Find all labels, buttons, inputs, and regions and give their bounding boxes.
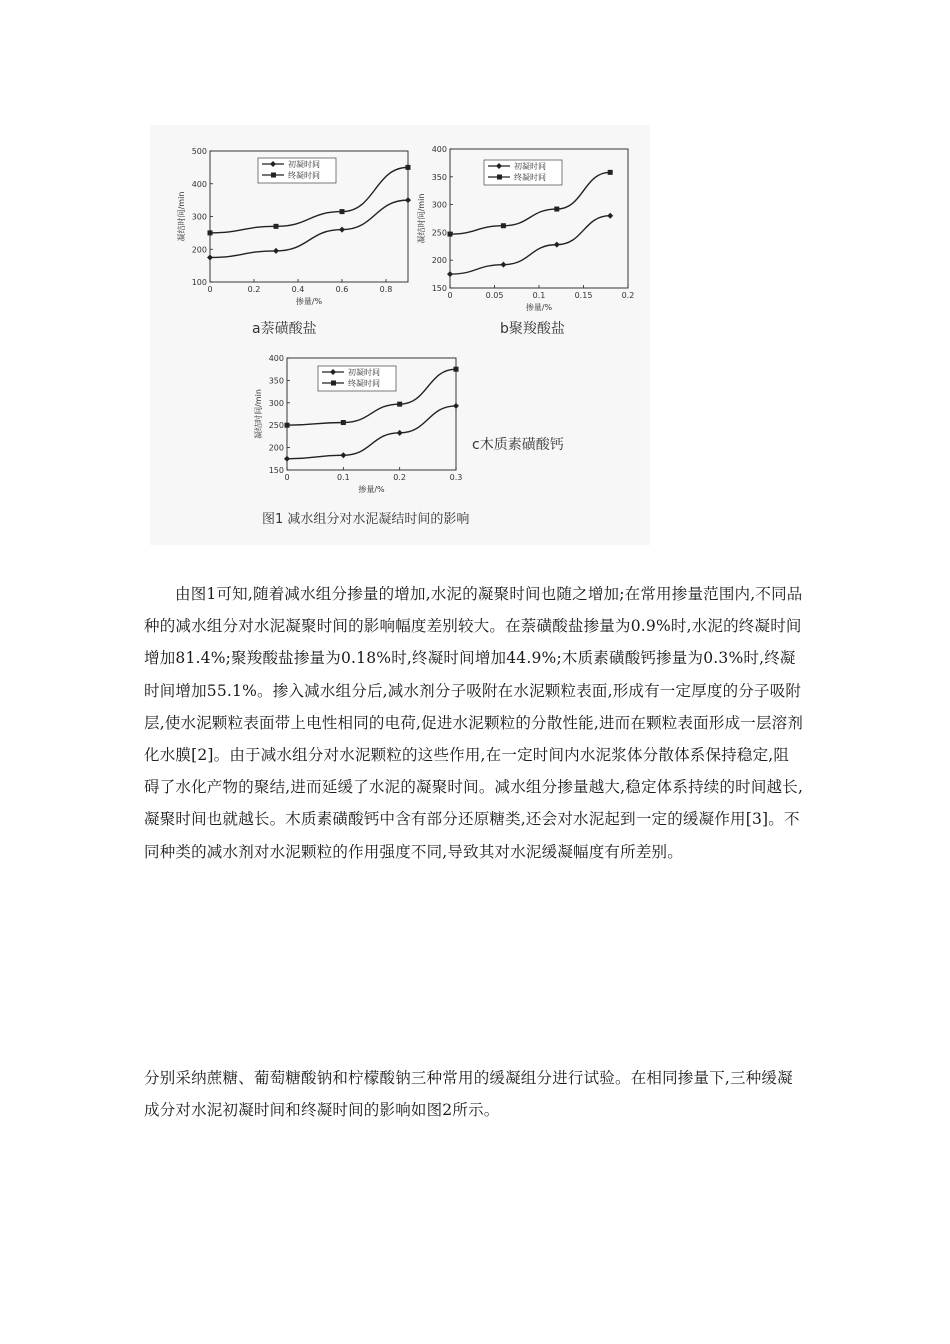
y-tick-label: 150: [268, 466, 284, 475]
series-line-initial: [450, 216, 610, 274]
y-tick-label: 200: [431, 256, 447, 266]
legend-marker: [497, 175, 502, 180]
y-tick-label: 350: [431, 172, 447, 182]
x-tick-label: 0: [207, 285, 213, 294]
x-tick-label: 0.1: [532, 291, 546, 300]
subfigure-label: c木质素磺酸钙: [472, 437, 564, 453]
y-tick-label: 300: [431, 200, 447, 210]
y-tick-label: 200: [191, 245, 207, 255]
y-axis-label: 凝结时间/min: [254, 389, 263, 439]
figure-1: [150, 125, 650, 545]
y-tick-label: 200: [268, 443, 284, 453]
x-tick-label: 0.2: [247, 285, 261, 294]
y-tick-label: 350: [268, 376, 284, 386]
data-point: [501, 223, 506, 228]
x-tick-label: 0: [447, 291, 453, 300]
data-point: [341, 420, 346, 425]
figure-caption: 图1 减水组分对水泥凝结时间的影响: [262, 512, 470, 527]
y-tick-label: 400: [268, 354, 284, 363]
x-axis-label: 掺量/%: [525, 303, 553, 312]
data-point: [453, 403, 459, 409]
y-tick-label: 500: [191, 147, 207, 156]
subfigure-label: b聚羧酸盐: [500, 321, 565, 337]
data-point: [554, 242, 560, 248]
legend-label: 初凝时间: [288, 160, 320, 169]
y-tick-label: 150: [431, 284, 447, 293]
data-point: [339, 227, 345, 233]
data-point: [273, 248, 279, 254]
x-tick-label: 0.8: [379, 285, 393, 294]
data-point: [608, 170, 613, 175]
data-point: [208, 230, 213, 235]
legend-label: 终凝时间: [348, 379, 380, 388]
x-axis-label: 掺量/%: [295, 297, 323, 306]
legend-marker: [331, 381, 336, 386]
data-point: [284, 456, 290, 462]
legend-label: 终凝时间: [288, 171, 320, 180]
y-tick-label: 300: [268, 398, 284, 408]
y-tick-label: 100: [191, 278, 207, 287]
data-point: [500, 262, 506, 268]
data-point: [447, 271, 453, 277]
data-point: [406, 165, 411, 170]
legend-label: 初凝时间: [348, 368, 380, 377]
data-point: [554, 207, 559, 212]
x-tick-label: 0.05: [485, 291, 504, 300]
data-point: [285, 423, 290, 428]
data-point: [448, 232, 453, 237]
data-point: [607, 213, 613, 219]
data-point: [397, 402, 402, 407]
y-axis-label: 凝结时间/min: [417, 193, 426, 244]
x-tick-label: 0.2: [393, 473, 407, 482]
figure-1-svg: [150, 125, 650, 545]
y-tick-label: 400: [191, 179, 207, 189]
data-point: [207, 254, 213, 260]
data-point: [454, 367, 459, 372]
y-axis-label: 凝结时间/min: [177, 191, 186, 242]
body-paragraph-1: 由图1可知,随着减水组分掺量的增加,水泥的凝聚时间也随之增加;在常用掺量范围内,不同品种的减水组分对水泥凝聚时间的影响幅度差别较大。在萘磺酸盐掺量为0.9%时,水泥的终凝时间增加81.4%;聚羧酸盐掺量为0.18%时,终凝时间增加44.9%;木质素磺酸钙掺量为0.3%时,终凝时间增加55.1%。掺入减水组分后,减水剂分子吸附在水泥颗粒表面,形成有一定厚度的分子吸附层,使水泥颗粒表面带上电性相同的电荷,促进水泥颗粒的分散性能,进而在颗粒表面形成一层溶剂化水膜[2]。由于减水组分对水泥颗粒的这些作用,在一定时间内水泥浆体分散体系保持稳定,阻碍了水化产物的聚结,进而延缓了水泥的凝聚时间。减水组分掺量越大,稳定体系持续的时间越长,凝聚时间也就越长。木质素磺酸钙中含有部分还原糖类,还会对水泥起到一定的缓凝作用[3]。不同种类的减水剂对水泥颗粒的作用强度不同,导致其对水泥缓凝幅度有所差别。: [144, 585, 804, 861]
x-axis-label: 掺量/%: [358, 485, 385, 494]
data-point: [274, 224, 279, 229]
legend-label: 初凝时间: [514, 162, 546, 171]
series-line-initial: [210, 200, 408, 257]
subfigure-label: a萘磺酸盐: [252, 321, 317, 337]
legend-marker: [271, 173, 276, 178]
y-tick-label: 300: [191, 212, 207, 222]
x-tick-label: 0.15: [574, 291, 593, 300]
y-tick-label: 250: [268, 421, 284, 431]
body-paragraph-2: 分别采纳蔗糖、葡萄糖酸钠和柠檬酸钠三种常用的缓凝组分进行试验。在相同掺量下,三种缓凝成分对水泥初凝时间和终凝时间的影响如图2所示。: [144, 1069, 793, 1120]
data-point: [405, 197, 411, 203]
y-tick-label: 250: [431, 228, 447, 238]
data-point: [340, 452, 346, 458]
x-tick-label: 0.6: [335, 285, 349, 294]
data-point: [397, 430, 403, 436]
x-tick-label: 0.3: [449, 473, 463, 482]
x-tick-label: 0.1: [336, 473, 350, 482]
legend-label: 终凝时间: [514, 173, 546, 182]
x-tick-label: 0.2: [621, 291, 635, 300]
data-point: [340, 209, 345, 214]
y-tick-label: 400: [431, 145, 447, 154]
x-tick-label: 0: [284, 473, 290, 482]
x-tick-label: 0.4: [291, 285, 305, 294]
